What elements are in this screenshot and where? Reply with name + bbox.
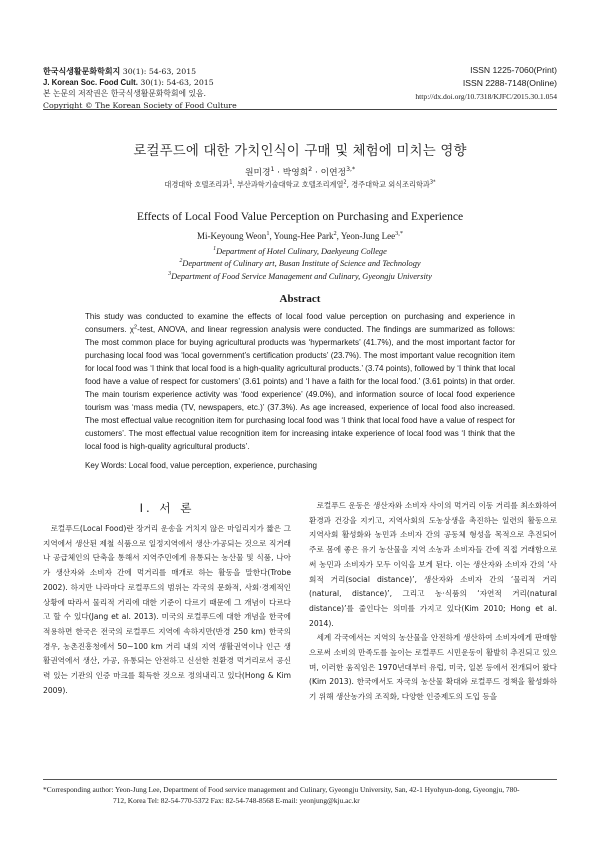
author-en: Yeon-Jung Lee <box>340 231 396 241</box>
footnote-rule <box>43 779 557 780</box>
issn-online: ISSN 2288-7148(Online) <box>462 78 557 88</box>
section-heading: Ⅰ. 서 론 <box>139 501 195 515</box>
corresponding-footnote: *Corresponding author: Yeon-Jung Lee, Department of Food service management and Culinary, Gyeongju University, San, 42-1 Hyohyun-dong, Gyeongju, 780- 712, Korea Tel: 82-54-770-5372 Fax: 82-54-748-8568 E-mail: yeonjung@kju.ac.kr <box>43 785 520 806</box>
affiliations-en: $^1$Department of Hotel Culinary, Daekyeung College $^2$Department of Culinary art, Busan Institute of Science and Technology $^3$Department of Food Service Management and Culinary, Gyeongju University <box>168 246 432 281</box>
paragraph: 로컬푸드 운동은 생산자와 소비자 사이의 먹거리 이동 거리를 최소화하여 환경과 건강을 지키고, 지역사회의 도농상생을 촉진하는 일련의 활동으로 지역사회 활성화와 농민과 소비자 간의 공동체 형성을 목적으로 추진되어 주로 몸에 좋은 유기 농산물을 지역 소농과 소비자들 간에 직접 거래함으로써 농민과 소비자가 모두 이익을 보게 된다. 이는 생산자와 소비자 간의 ‘사회적 거리(social distance)’, 생산자와 소비자 간의 ‘물리적 거리(natural, distance)’, 그리고 농·식품의 ‘자연적 거리(natural distance)’를 줄인다는 의미를 가지고 있다(Kim 2010; Hong et al. 2014). <box>309 501 557 628</box>
issn-block <box>415 64 557 103</box>
title-ko: 로컬푸드에 대한 가치인식이 구매 및 체험에 미치는 영향 <box>133 144 467 159</box>
title-en: Effects of Local Food Value Perception on Purchasing and Experience <box>136 210 464 223</box>
authors-ko: 원미경$^1$ · 박영희$^2$ · 이연정$^{3,*}$ <box>244 166 356 178</box>
keywords-label: Key Words: <box>85 461 127 470</box>
author-ko: 박영희 <box>282 168 309 178</box>
copyright-en: Copyright © The Korean Society of Food Culture <box>43 100 237 110</box>
author-ko: 원미경 <box>244 168 271 178</box>
right-column <box>309 499 557 705</box>
keywords <box>85 461 515 470</box>
journal-issue-ko: 30(1): 54-63, 2015 <box>122 67 197 76</box>
journal-issue-en: 30(1): 54-63, 2015 <box>140 78 214 88</box>
copyright-ko: 본 논문의 저작권은 한국식생활문화학회에 있음. <box>43 89 207 99</box>
journal-name-ko: 한국식생활문화학회지 <box>43 67 121 76</box>
doi-link[interactable]: http://dx.doi.org/10.7318/KJFC/2015.30.1.054 <box>415 92 557 101</box>
paragraph: 로컬푸드(Local Food)란 장거리 운송을 거치지 않은 마일리지가 짧은 그 지역에서 생산된 제철 식품으로 일정지역에서 생산·가공되는 것으로 직거래나 공급체인의 단축을 통해서 지역주민에게 유통되는 농산물 및 식품, 나아가 생산자와 소비자 간에 먹거리를 매개로 하는 활동을 말한다(Trobe 2002). 하지만 나라마다 로컬푸드의 범위는 각국의 문화적, 사회·경제적인 상황에 따라서 물리적 거리에 대한 기준이 다르기 때문에 그 개념이 다르다고 할 수 있다(Jang et al. 2013). 미국의 로컬푸드에 대한 개념을 한국에 적용하면 한국은 전국의 로컬푸드 지역에 속하지만(반경 250 km) 한국의 경우, 농촌진흥청에서 50~100 km 거리 내의 지역 생활권역이나 인근 생활권역에서 생산, 가공, 유통되는 안전하고 신선한 친환경 먹거리로서 공신력 있는 기관의 인증 마크를 획득한 것으로 정의내리고 있다(Hong & Kim 2009). <box>43 524 291 695</box>
journal-name-en: J. Korean Soc. Food Cult. <box>43 78 138 88</box>
journal-header <box>43 66 237 111</box>
abstract-body: This study was conducted to examine the effects of local food value perception on purchasing and experience in consumers. $\chi^2$-test, ANOVA, and linear regression analysis were conducted. The findings are summarized as follows: The most common place for buying agricultural products was ‘hypermarkets’ (41.7%), and the most important factor for purchasing local food was ‘local government’s certification products’ (23.7%). The most important value recognition item for local food was ‘I think that local food is a high-quality agricultural products.’ (3.74 points), followed by ‘I think that local food have a value of respect for customers’ (3.61 points) and ‘I have a faith for the local food.’ (3.61 points) in that order. The main tourism experience activity was ‘food experience’ (49.0%), and information source of local food experience tourism was ‘mass media (TV, newspapers, etc.)’ (37.3%). As age increased, experience of local food also increased. The most effectual value recognition item for purchasing local food was ‘I think that local food have a value of respect for customers’. The most effectual value recognition item for increasing intake experience of local food was ‘I think that the local food is high-quality agricultural products’. <box>85 312 515 451</box>
author-ko: 이연정 <box>320 168 347 178</box>
author-en: Young-Hee Park <box>273 231 334 241</box>
paragraph: 세계 각국에서는 지역의 농산물을 안전하게 생산하여 소비자에게 판매함으로써 소비의 만족도를 높이는 로컬푸드 시민운동이 활발히 추진되고 있으며, 이러한 움직임은 1970년대부터 유럽, 미국, 일본 등에서 전개되어 왔다(Kim 2013). 한국에서도 자국의 농산물 확대와 로컬푸드 정책을 활성화하기 위해 생산농가의 조직화, 다양한 인증제도의 도입 등을 <box>309 633 557 702</box>
header-rule <box>43 109 557 110</box>
affiliations-ko: 대경대학 호텔조리과$^1$, 부산과학기술대학교 호텔조리계열$^2$, 경주대학교 외식조리학과$^{3*}$ <box>164 179 436 189</box>
author-en: Mi-Keyoung Weon <box>196 231 267 241</box>
issn-print: ISSN 1225-7060(Print) <box>470 65 557 75</box>
authors-en: Mi-Keyoung Weon$^1$, Young-Hee Park$^2$, Yeon-Jung Lee$^{3,*}$ <box>196 230 404 241</box>
keywords-list: Local food, value perception, experience, purchasing <box>128 461 318 470</box>
left-column <box>43 522 291 698</box>
abstract-heading: Abstract <box>279 293 321 305</box>
